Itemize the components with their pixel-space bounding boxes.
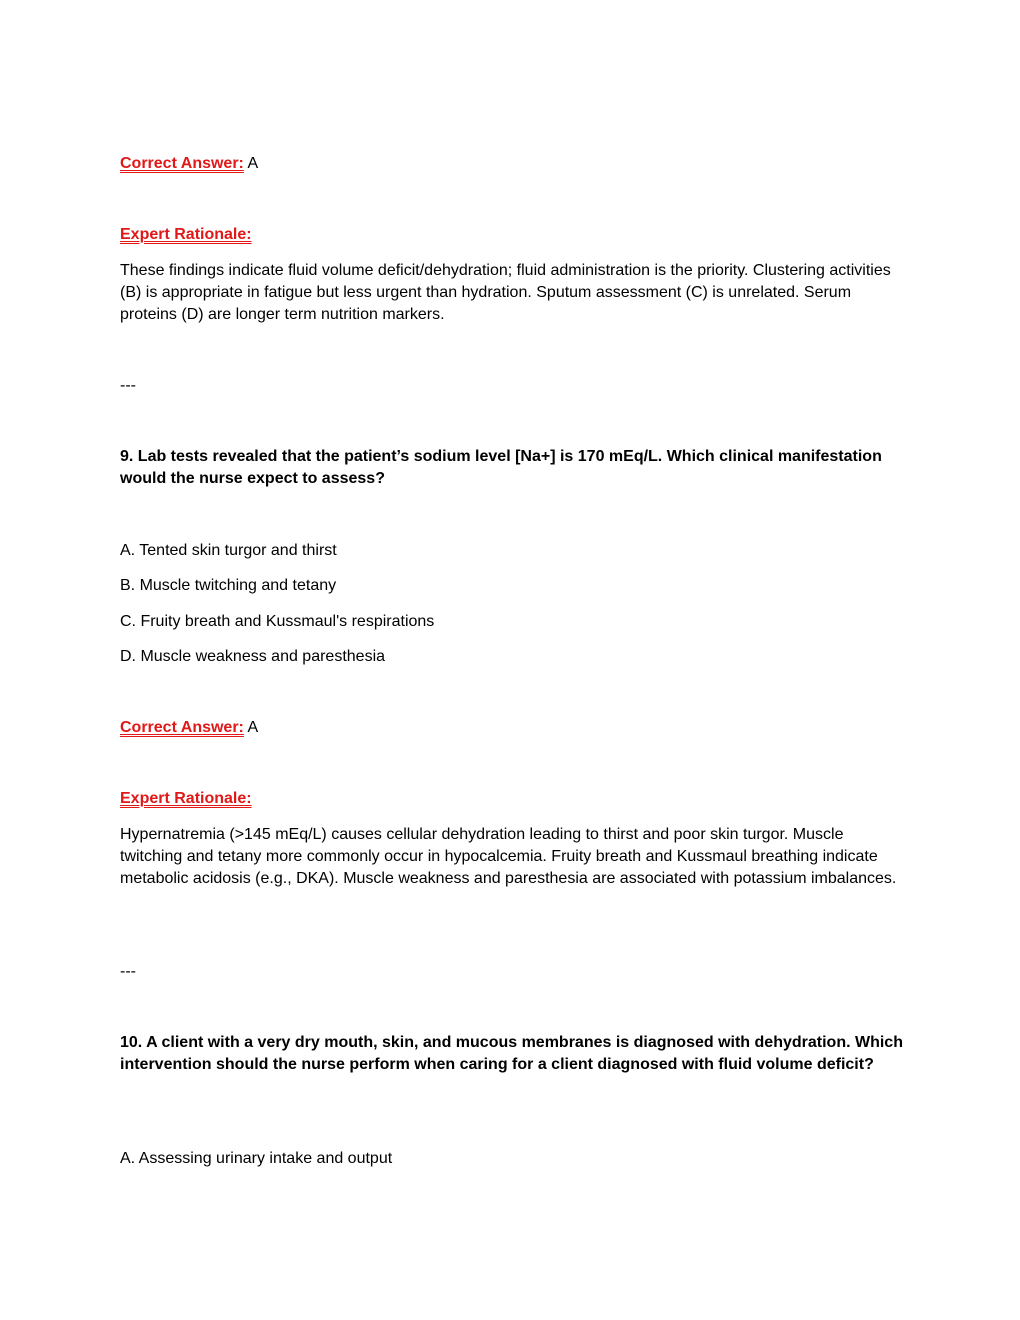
rationale-heading: [120, 788, 910, 810]
question-9-option-c: C. Fruity breath and Kussmaul's respirations: [120, 613, 435, 630]
correct-answer-line: [120, 153, 910, 175]
rationale-label: Expert Rationale:: [120, 226, 252, 243]
correct-answer-label: Correct Answer:: [120, 719, 244, 736]
rationale-label: Expert Rationale:: [120, 790, 252, 807]
rationale-heading: [120, 224, 910, 246]
question-9-option-b: B. Muscle twitching and tetany: [120, 577, 337, 594]
question-10-text: 10. A client with a very dry mouth, skin, and mucous membranes is diagnosed with dehydration. Which intervention should the nurse perform when caring for a client diagnosed with fluid volume deficit?: [120, 1034, 903, 1073]
question-9-option-d: D. Muscle weakness and paresthesia: [120, 648, 386, 665]
rationale-text: These findings indicate fluid volume deficit/dehydration; fluid administration is the priority. Clustering activities (B) is appropriate in fatigue but less urgent than hydration. Sputum assessment (C) is unrelated. Serum proteins (D) are longer term nutrition markers.: [120, 262, 891, 323]
correct-answer-value: A: [243, 719, 259, 736]
separator: ---: [120, 963, 136, 980]
question-9-text: 9. Lab tests revealed that the patient’s sodium level [Na+] is 170 mEq/L. Which clinical manifestation would the nurse expect to assess?: [120, 448, 882, 487]
correct-answer-line: [120, 717, 910, 739]
correct-answer-label: Correct Answer:: [120, 155, 244, 172]
rationale-text: Hypernatremia (>145 mEq/L) causes cellular dehydration leading to thirst and poor skin turgor. Muscle twitching and tetany more commonly occur in hypocalcemia. Fruity breath and Kussmaul breathing indicate metabolic acidosis (e.g., DKA). Muscle weakness and paresthesia are associated with potassium imbalances.: [120, 826, 897, 887]
separator: ---: [120, 377, 136, 394]
question-10-option-a: A. Assessing urinary intake and output: [120, 1150, 393, 1167]
correct-answer-value: A: [243, 155, 259, 172]
question-9-option-a: A. Tented skin turgor and thirst: [120, 542, 337, 559]
